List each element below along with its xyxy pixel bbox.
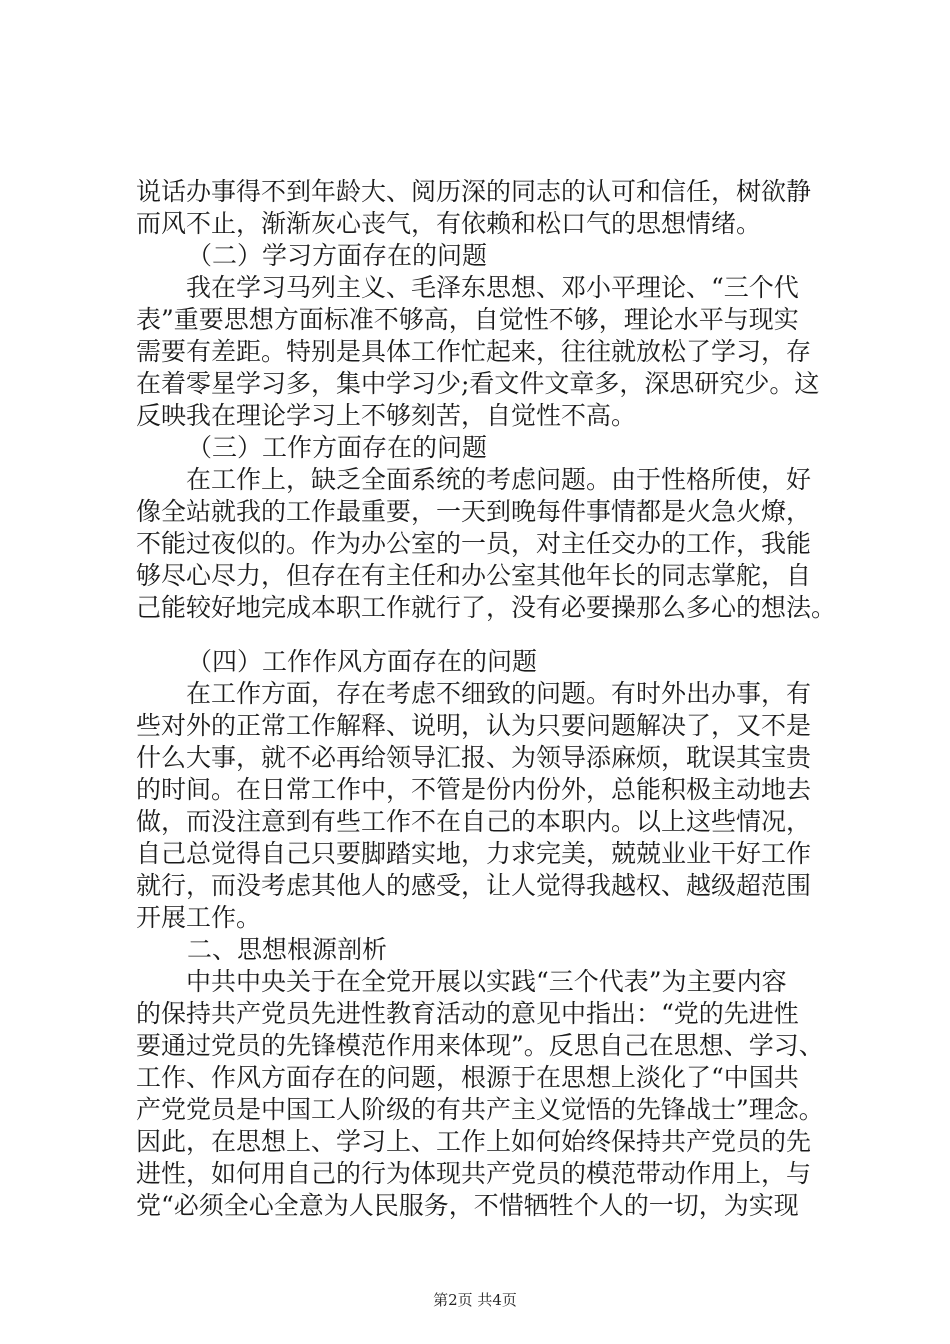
text-line: 需要有差距。特别是具体工作忙起来，往往就放松了学习，存: [136, 337, 812, 366]
section-heading: （四）工作作风方面存在的问题: [187, 647, 538, 676]
text-line: 够尽心尽力，但存在有主任和办公室其他年长的同志掌舵，自: [136, 561, 812, 590]
text-line: 进性，如何用自己的行为体现共产党员的模范带动作用上，与: [136, 1159, 812, 1188]
section-heading: 二、思想根源剖析: [187, 935, 388, 964]
text-line: 己能较好地完成本职工作就行了，没有必要操那么多心的想法。: [136, 593, 837, 622]
section-heading: （二）学习方面存在的问题: [187, 241, 488, 270]
text-line: 反映我在理论学习上不够刻苦，自觉性不高。: [136, 401, 637, 430]
text-line: 在工作上，缺乏全面系统的考虑问题。由于性格所使，好: [186, 465, 812, 494]
text-line: 些对外的正常工作解释、说明，认为只要问题解决了，又不是: [136, 711, 812, 740]
text-line: 因此，在思想上、学习上、工作上如何始终保持共产党员的先: [136, 1127, 812, 1156]
text-line: 像全站就我的工作最重要，一天到晚每件事情都是火急火燎，: [136, 497, 812, 526]
text-line: 中共中央关于在全党开展以实践“三个代表”为主要内容: [186, 967, 787, 996]
page-number-footer: 第2页 共4页: [433, 1291, 517, 1309]
text-line: 而风不止，渐渐灰心丧气，有依赖和松口气的思想情绪。: [136, 209, 762, 238]
text-line: 自己总觉得自己只要脚踏实地，力求完美，兢兢业业干好工作: [136, 839, 812, 868]
text-line: 不能过夜似的。作为办公室的一员，对主任交办的工作，我能: [136, 529, 812, 558]
text-line: 要通过党员的先锋模范作用来体现”。反思自己在思想、学习、: [136, 1031, 824, 1060]
text-line: 工作、作风方面存在的问题，根源于在思想上淡化了“中国共: [136, 1063, 799, 1092]
text-line: 产党党员是中国工人阶级的有共产主义觉悟的先锋战士”理念。: [136, 1095, 824, 1124]
text-line: 在工作方面，存在考虑不细致的问题。有时外出办事，有: [186, 679, 812, 708]
text-line: 表”重要思想方面标准不够高，自觉性不够，理论水平与现实: [136, 305, 799, 334]
text-line: 的保持共产党员先进性教育活动的意见中指出：“党的先进性: [136, 999, 799, 1028]
text-line: 的时间。在日常工作中，不管是份内份外，总能积极主动地去: [136, 775, 812, 804]
text-line: 说话办事得不到年龄大、阅历深的同志的认可和信任，树欲静: [136, 177, 812, 206]
text-line: 做，而没注意到有些工作不在自己的本职内。以上这些情况，: [136, 807, 812, 836]
text-line: 在着零星学习多，集中学习少;看文件文章多，深思研究少。这: [136, 369, 820, 398]
text-line: 什么大事，就不必再给领导汇报、为领导添麻烦，耽误其宝贵: [136, 743, 812, 772]
text-line: 党“必须全心全意为人民服务，不惜牺牲个人的一切，为实现: [136, 1191, 799, 1220]
text-line: 就行，而没考虑其他人的感受，让人觉得我越权、越级超范围: [136, 871, 812, 900]
text-line: 开展工作。: [136, 903, 262, 932]
section-heading: （三）工作方面存在的问题: [187, 433, 488, 462]
text-line: 我在学习马列主义、毛泽东思想、邓小平理论、“三个代: [186, 273, 799, 302]
